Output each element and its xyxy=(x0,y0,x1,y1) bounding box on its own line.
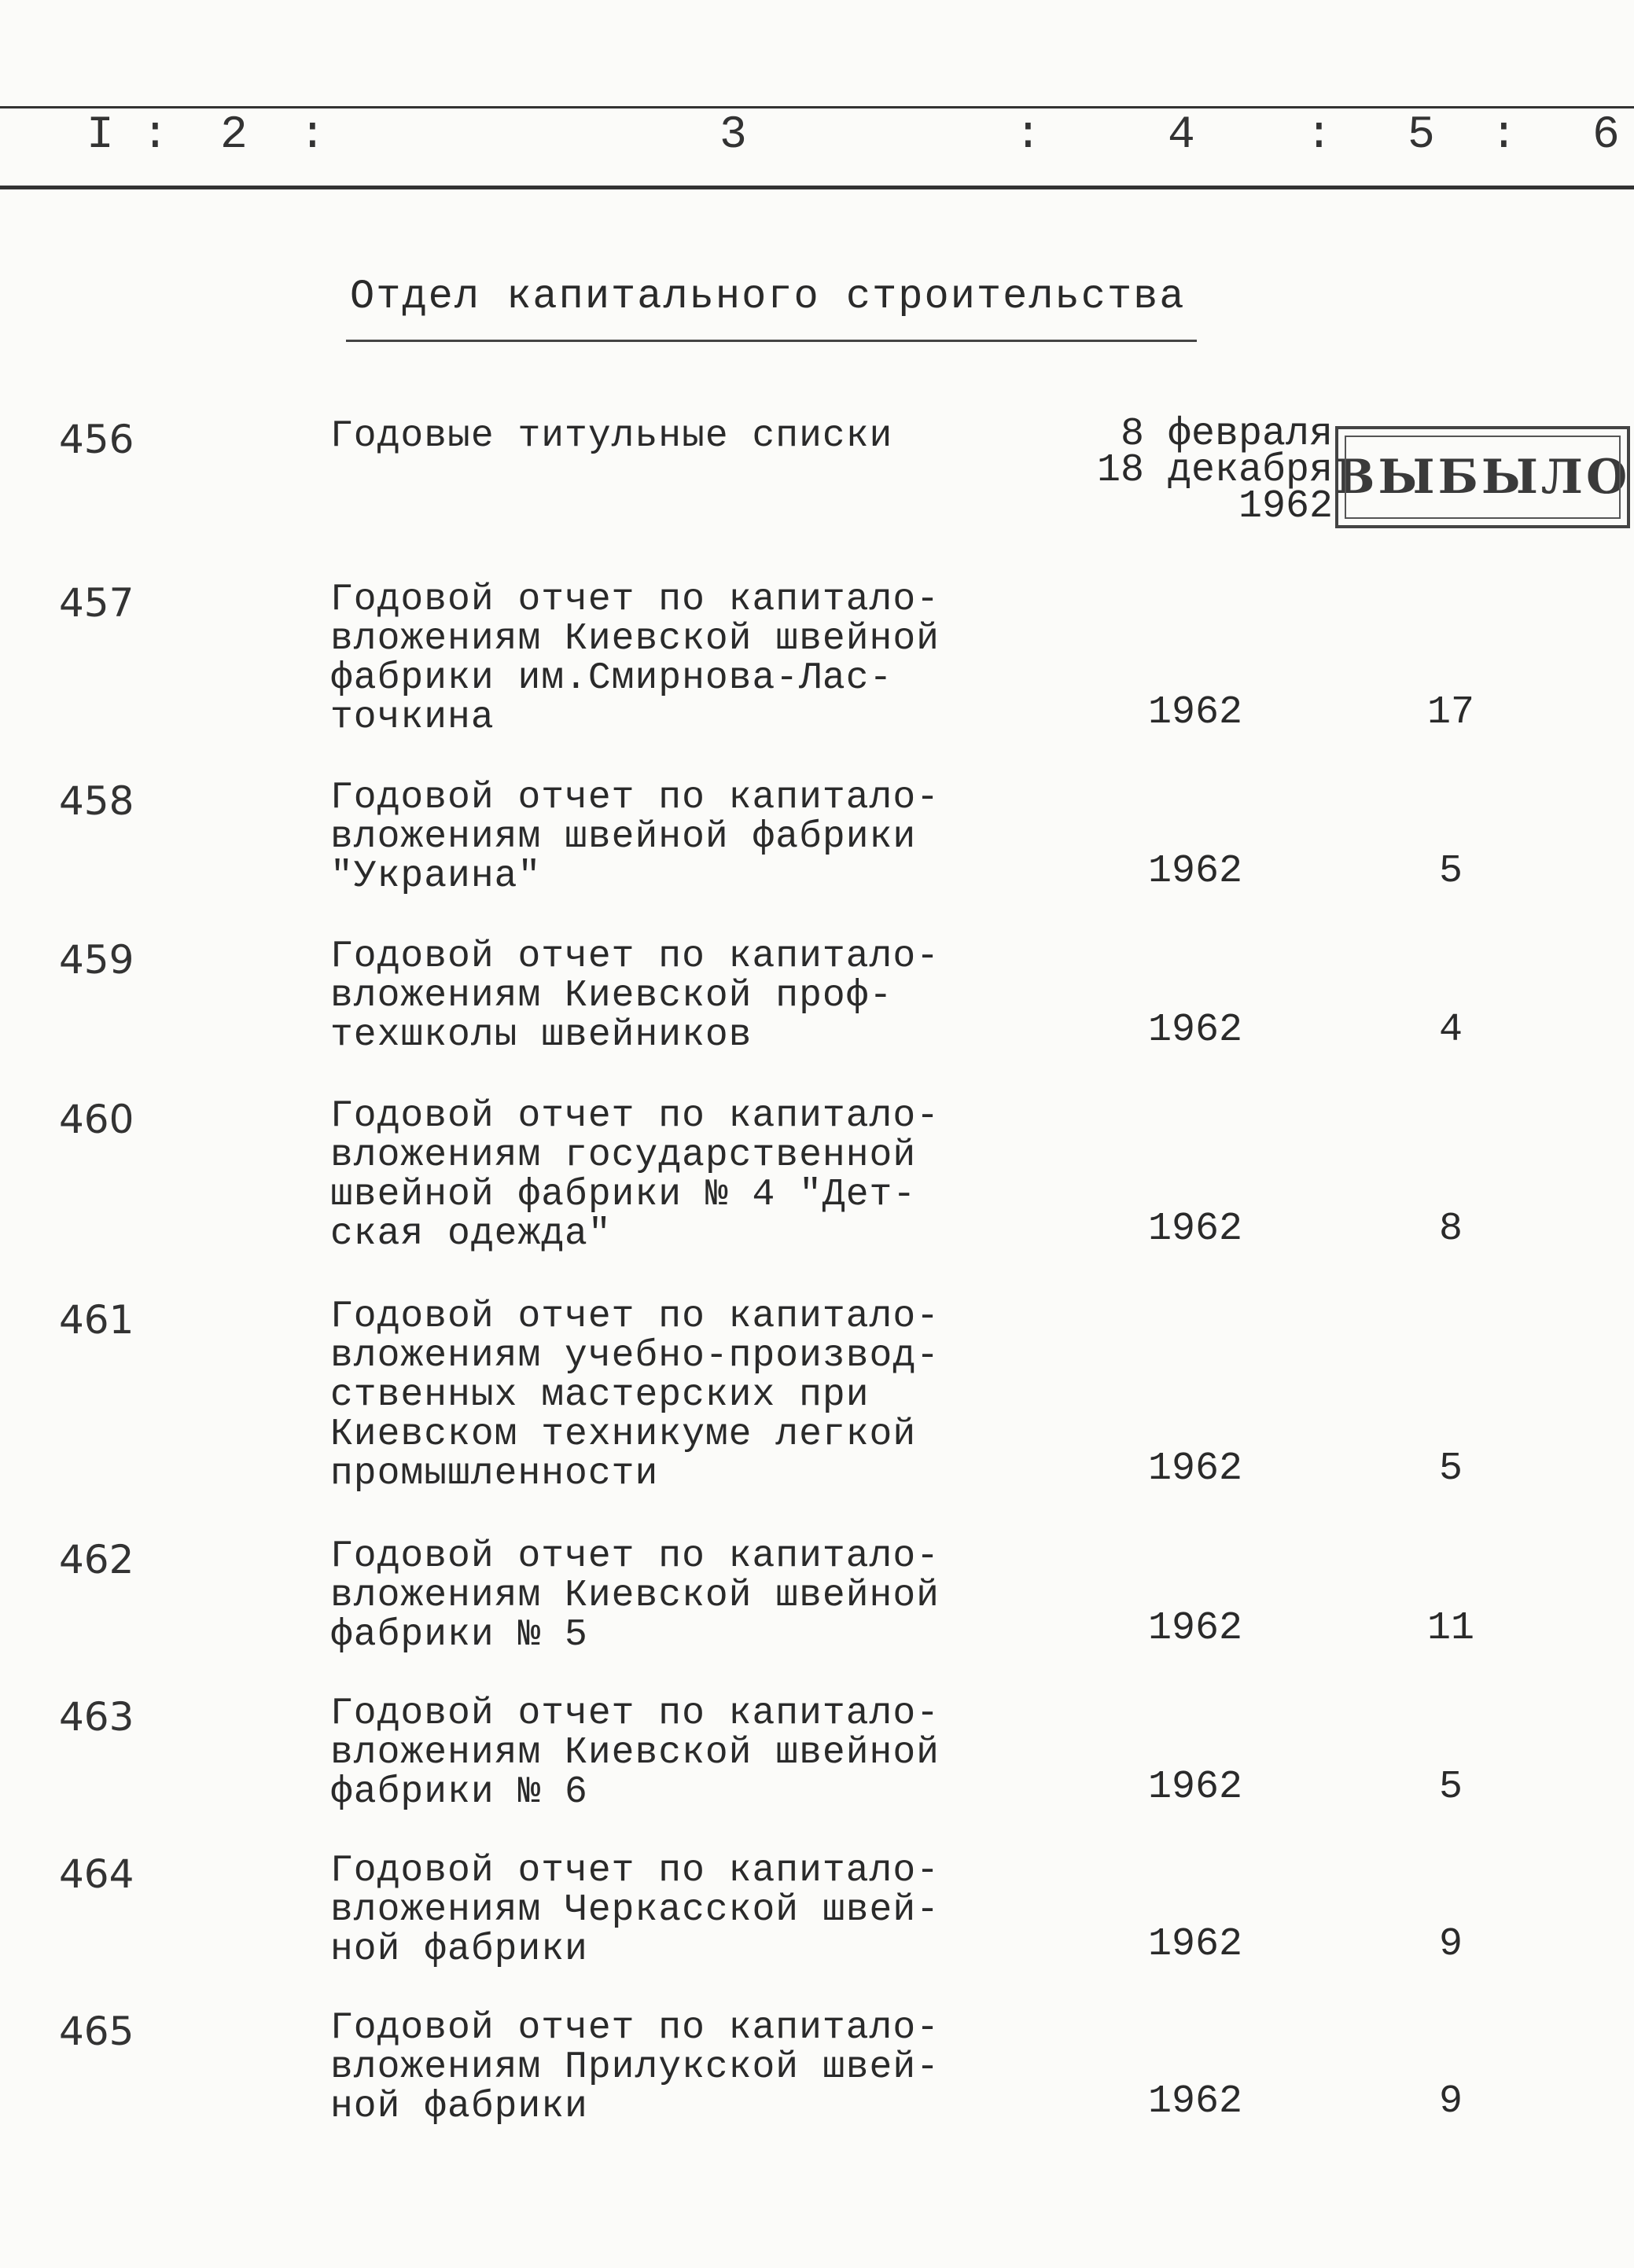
row-number: 458 xyxy=(59,778,134,824)
row-title: Годовой отчет по капитало- вложениям Прилукской швей- ной фабрики xyxy=(330,2007,940,2128)
row-title: Годовой отчет по капитало- вложениям Киевской швейной фабрики им.Смирнова-Лас- точкина xyxy=(330,579,940,739)
col-header-3: 3 xyxy=(719,110,747,161)
row-number: 464 xyxy=(59,1851,134,1897)
stamp-text: ВЫБЫЛО xyxy=(1334,450,1631,505)
row-date: 1962 xyxy=(1148,2079,1243,2124)
row-date: 8 февраля 18 декабря 1962 xyxy=(1096,412,1333,529)
col-separator: : xyxy=(299,110,326,161)
row-sheets: 5 xyxy=(1438,849,1463,894)
col-header-6: 6 xyxy=(1592,110,1620,161)
row-number: 457 xyxy=(59,580,134,626)
section-title: Отдел капитального строительства xyxy=(350,274,1186,320)
row-sheets: 5 xyxy=(1438,1765,1463,1810)
row-title: Годовой отчет по капитало- вложениям Киевской швейной фабрики № 6 xyxy=(330,1693,940,1814)
row-date: 1962 xyxy=(1148,1207,1243,1252)
col-header-1: I xyxy=(86,110,114,161)
row-sheets: 17 xyxy=(1426,690,1474,735)
col-header-4: 4 xyxy=(1168,110,1195,161)
row-sheets: 5 xyxy=(1438,1446,1463,1491)
row-title: Годовой отчет по капитало- вложениям учебно-производ- ственных мастерских при Киевском техникуме легкой промышленности xyxy=(330,1296,940,1495)
row-title: Годовые титульные списки xyxy=(330,415,893,458)
row-date: 1962 xyxy=(1148,1922,1243,1967)
row-number: 460 xyxy=(59,1097,134,1142)
row-number: 456 xyxy=(59,417,134,462)
row-number: 465 xyxy=(59,2009,134,2054)
row-number: 462 xyxy=(59,1537,134,1582)
row-date: 1962 xyxy=(1148,849,1243,894)
row-date: 1962 xyxy=(1148,1606,1243,1651)
row-date: 1962 xyxy=(1148,1446,1243,1491)
row-date: 1962 xyxy=(1148,1008,1243,1053)
col-header-5: 5 xyxy=(1408,110,1435,161)
col-separator: : xyxy=(1305,110,1333,161)
header-bottom-rule xyxy=(0,186,1634,189)
section-title-underline xyxy=(346,340,1197,342)
row-title: Годовой отчет по капитало- вложениям Киевской проф- техшколы швейников xyxy=(330,936,940,1057)
row-sheets: 11 xyxy=(1426,1606,1474,1651)
row-title: Годовой отчет по капитало- вложениям Черкасской швей- ной фабрики xyxy=(330,1850,940,1971)
col-separator: : xyxy=(1490,110,1518,161)
col-header-2: 2 xyxy=(220,110,248,161)
row-sheets: 9 xyxy=(1438,2079,1463,2124)
col-separator: : xyxy=(1014,110,1042,161)
row-date: 1962 xyxy=(1148,690,1243,735)
col-separator: : xyxy=(142,110,169,161)
row-date: 1962 xyxy=(1148,1765,1243,1810)
row-number: 459 xyxy=(59,937,134,983)
header-top-rule xyxy=(0,106,1634,108)
row-title: Годовой отчет по капитало- вложениям швейной фабрики "Украина" xyxy=(330,777,940,898)
row-number: 463 xyxy=(59,1694,134,1740)
row-sheets: 4 xyxy=(1438,1008,1463,1053)
withdrawn-stamp xyxy=(1335,426,1630,528)
row-sheets: 9 xyxy=(1438,1922,1463,1967)
stamp-border xyxy=(1345,436,1621,519)
row-title: Годовой отчет по капитало- вложениям государственной швейной фабрики № 4 "Дет- ская одежда" xyxy=(330,1095,940,1255)
row-sheets: 8 xyxy=(1438,1207,1463,1252)
row-title: Годовой отчет по капитало- вложениям Киевской швейной фабрики № 5 xyxy=(330,1535,940,1656)
row-number: 461 xyxy=(59,1297,134,1343)
